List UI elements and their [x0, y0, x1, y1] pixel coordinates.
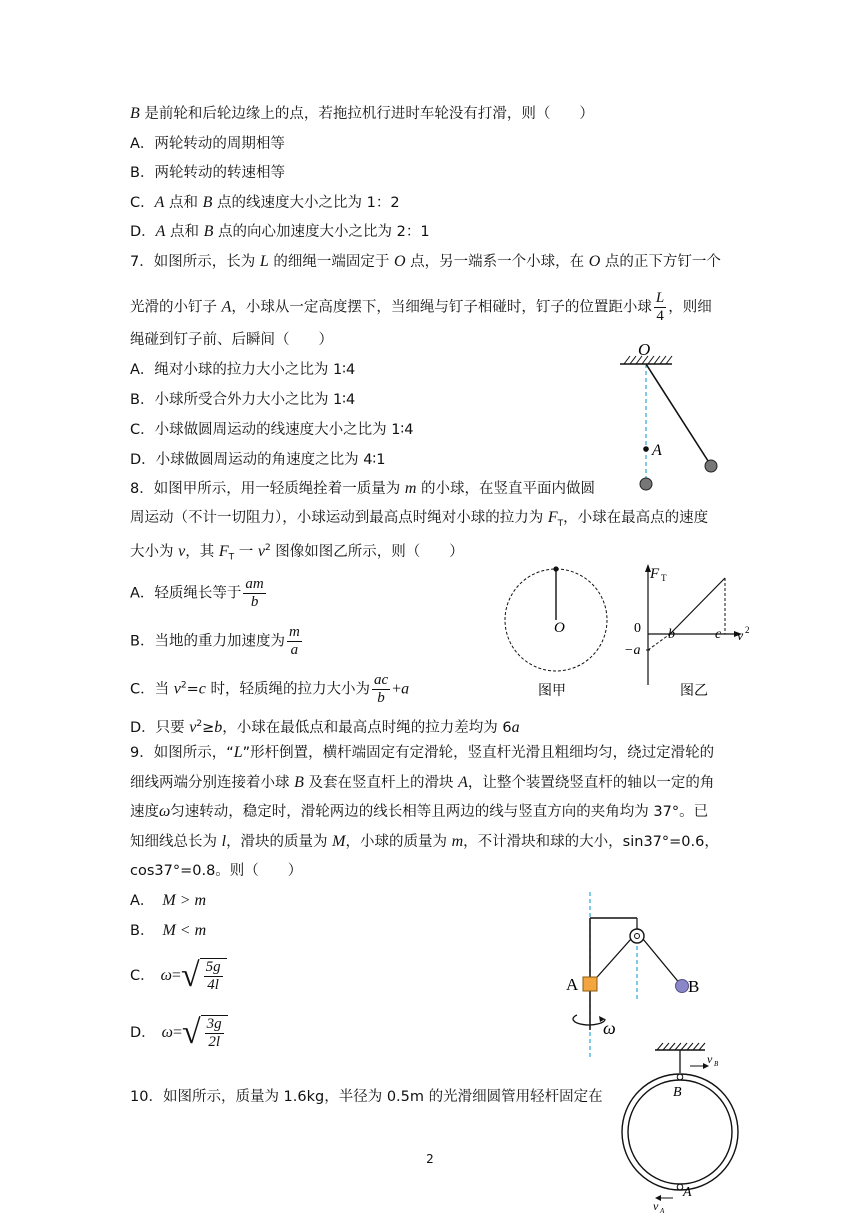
q6-stem-line: B 是前轮和后轮边缘上的点，若拖拉机行进时车轮没有打滑，则（ ）	[130, 105, 594, 122]
q8-option-d: D．只要 $v^2\ge b$，小球在最低点和最高点时绳的拉力差均为 6a	[130, 718, 520, 736]
q6-option-d: D．A 点和 B 点的向心加速度大小之比为 2：1	[130, 223, 430, 240]
q10-label-vb: v	[707, 1052, 713, 1066]
q8-stem-line1: 8．如图甲所示，用一轻质绳拴着一质量为 m 的小球，在竖直平面内做圆	[130, 480, 596, 497]
q7-label-a: A	[652, 442, 662, 459]
ball-b	[676, 980, 689, 993]
q10-label-va-sub: A	[660, 1207, 665, 1215]
q8-axis-t: T	[661, 573, 667, 583]
q8-option-b: B．当地的重力加速度为 $\frac{m}{a}$	[130, 624, 300, 658]
q6-option-b: B．两轮转动的转速相等	[130, 165, 285, 181]
page-number: 2	[426, 1152, 434, 1166]
q8-caption-jia: 图甲	[538, 683, 566, 699]
q10-label-va: v	[653, 1199, 659, 1213]
q9-label-a: A	[566, 975, 579, 994]
q8-axis-v: v	[737, 629, 744, 644]
q10-ring-tube-figure	[615, 1038, 745, 1216]
q8-label-o: O	[554, 620, 565, 636]
q8-option-a: A．轻质绳长等于 $\frac{am}{b}$	[130, 576, 264, 610]
q7-option-a: A．绳对小球的拉力大小之比为 1∶4	[130, 362, 356, 378]
q9-stem-line1: 9．如图所示，“L”形杆倒置，横杆端固定有定滑轮，竖直杆光滑且粗细均匀，绕过定滑轮的	[130, 744, 715, 761]
block-a	[583, 977, 597, 991]
q8-axis-c: c	[715, 627, 722, 642]
q7-option-b: B．小球所受合外力大小之比为 1∶4	[130, 392, 356, 408]
q6-option-a: A．两轮转动的周期相等	[130, 136, 285, 152]
q9-option-d: D． ω=√ $\frac{3g}{2l}$	[130, 1015, 228, 1051]
q9-omega-label: ω	[603, 1018, 616, 1038]
q10-label-vb-sub: B	[714, 1060, 719, 1068]
q8-caption-yi: 图乙	[680, 683, 708, 699]
q8-option-c: C．当 $v^2=c$ 时，轻质绳的拉力大小为 $\frac{ac}{b}$ +a	[130, 672, 410, 706]
q7-label-o: O	[638, 340, 651, 359]
q6-option-c: C．A 点和 B 点的线速度大小之比为 1：2	[130, 194, 400, 211]
q10-label-b: B	[673, 1085, 682, 1100]
fraction-L-over-4: $\frac{L}{4}$	[655, 290, 665, 324]
q10-label-a: A	[683, 1185, 692, 1200]
q8-figure-yi	[620, 560, 760, 705]
q7-option-c: C．小球做圆周运动的线速度大小之比为 1∶4	[130, 422, 414, 438]
q8-axis-f: F	[650, 566, 660, 582]
q7-stem-line2: 光滑的小钉子 A，小球从一定高度摆下，当细绳与钉子相碰时，钉子的位置距小球 $\frac{L}{4}$ ，则细	[130, 290, 712, 324]
q9-stem-line4: 知细线总长为 l，滑块的质量为 M，小球的质量为 m，不计滑块和球的大小，sin37°=0.6，	[130, 833, 719, 850]
q8-axis-b: b	[668, 627, 675, 642]
q8-axis-v-exp: 2	[745, 625, 750, 635]
q7-option-d: D．小球做圆周运动的角速度之比为 4∶1	[130, 452, 386, 468]
q8-stem-line2: 周运动（不计一切阻力），小球运动到最高点时绳对小球的拉力为 $F_T$，小球在最高点的速度	[130, 509, 709, 529]
q7-stem-line1: 7．如图所示，长为 L 的细绳一端固定于 O 点，另一端系一个小球，在 O 点的正下方钉一个	[130, 253, 721, 270]
q8-figure-jia	[500, 565, 615, 705]
q7-pendulum-figure	[600, 340, 740, 500]
q7-stem-line3: 绳碰到钉子前、后瞬间（ ）	[130, 332, 333, 348]
q9-stem-line3: 速度ω匀速转动，稳定时，滑轮两边的线长相等且两边的线与竖直方向的夹角均为 37°。已	[130, 803, 709, 820]
q8-axis-neg-a: −a	[624, 643, 641, 658]
q10-stem-line1: 10．如图所示，质量为 1.6kg，半径为 0.5m 的光滑细圆管用轻杆固定在	[130, 1089, 603, 1105]
q9-option-b: B． M < m	[130, 922, 207, 939]
q8-axis-zero: 0	[634, 621, 641, 636]
q9-label-b: B	[688, 977, 700, 996]
q8-stem-line3: 大小为 v，其 $F_T$ 一 $v^2$ 图像如图乙所示，则（ ）	[130, 542, 464, 563]
q9-option-a: A． M > m	[130, 892, 207, 909]
q9-option-c: C． ω=√ $\frac{5g}{4l}$	[130, 958, 227, 994]
q9-stem-line5: cos37°=0.8。则（ ）	[130, 863, 303, 879]
q9-stem-line2: 细线两端分别连接着小球 B 及套在竖直杆上的滑块 A，让整个装置绕竖直杆的轴以一定的角	[130, 774, 715, 791]
